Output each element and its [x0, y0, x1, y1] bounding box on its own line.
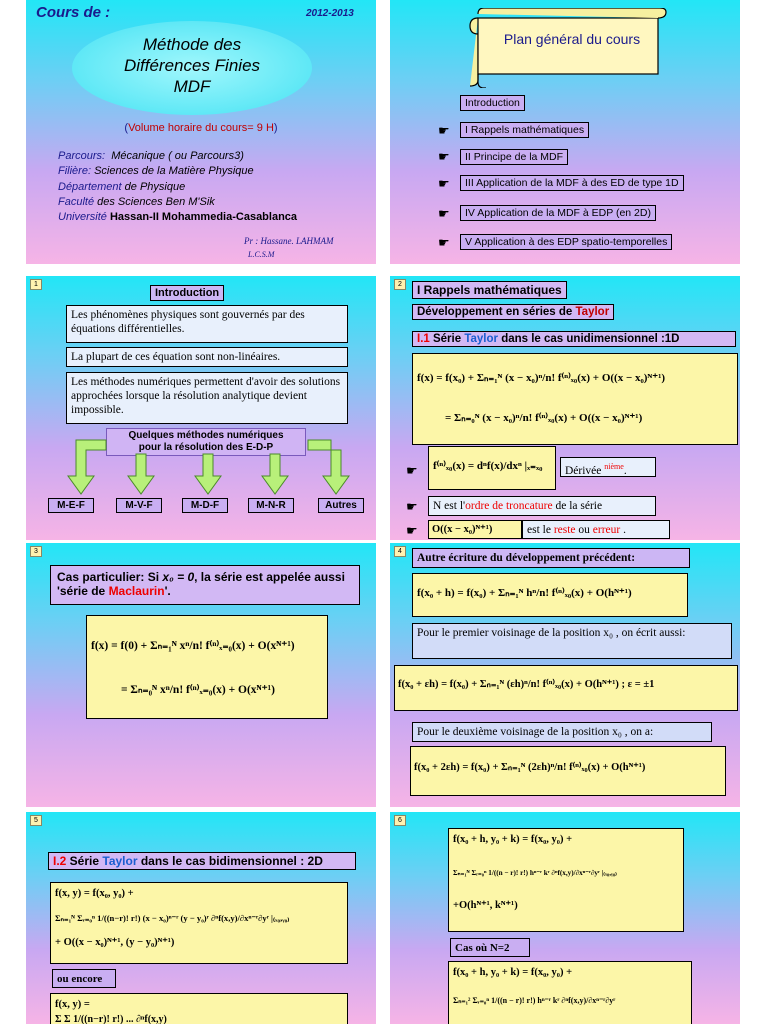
pointing-hand-icon: ☛	[438, 236, 450, 251]
pointing-hand-icon: ☛	[438, 150, 450, 165]
method-autres: Autres	[318, 498, 364, 513]
slide-neighbourhood	[390, 543, 740, 807]
maclaurin-mid: , la série est appelée aussi 'série de	[57, 570, 345, 598]
info-key: Parcours:	[58, 150, 106, 162]
green-arrows-icon	[46, 436, 366, 498]
series-2d-post: dans le cas bidimensionnel : 2D	[137, 854, 323, 868]
case-n2-label: Cas où N=2	[450, 938, 530, 957]
pointing-hand-icon: ☛	[406, 464, 418, 479]
remainder-note	[522, 520, 670, 539]
plan-item: I Rappels mathématiques	[460, 122, 589, 138]
remainder-pre: est le	[527, 524, 554, 536]
info-key: Département	[58, 180, 122, 193]
method-mef: M-E-F	[48, 498, 94, 513]
course-label: Cours de :	[36, 4, 111, 21]
truncation-post: de la série	[552, 500, 603, 512]
slide-number: 3	[30, 546, 42, 557]
pointing-hand-icon: ☛	[438, 207, 450, 222]
subsection-heading	[412, 304, 614, 320]
taylor-2d-eq2-line1: f(x, y) =	[55, 999, 90, 1010]
second-neighbour-eq: f(x₀ + 2εh) = f(x₀) + Σₙ₌₁ᴺ (2εh)ⁿ/n! f⁽ⁿ⁾ₓ₀(x) + O(hᴺ⁺¹)	[414, 762, 646, 773]
taylor-word: Taylor	[464, 333, 498, 345]
derivative-formula: f⁽ⁿ⁾ₓ₀(x) = dⁿf(x)/dxⁿ |ₓ₌ₓ₀	[428, 446, 556, 490]
slide-maclaurin	[26, 543, 376, 807]
slide-number: 5	[30, 815, 42, 826]
pointing-hand-icon: ☛	[406, 500, 418, 515]
scroll-banner-icon	[460, 8, 670, 88]
taylor-2d-eq-line1: f(x, y) = f(x₀, y₀) +	[55, 888, 134, 899]
professor: Pr : Hassane. LAHMAM	[244, 236, 334, 246]
series-2d-pre: Série	[66, 854, 103, 868]
forward-eq: f(x₀ + h) = f(x₀) + Σₙ₌₁ᴺ hⁿ/n! f⁽ⁿ⁾ₓ₀(x) + O(hᴺ⁺¹)	[417, 587, 632, 599]
truncation-red: ordre de troncature	[465, 500, 553, 512]
taylor-1d-eq1: f(x) = f(x₀) + Σₙ₌₁ᴺ (x − x₀)ⁿ/n! f⁽ⁿ⁾ₓ₀(x) + O((x − x₀)ᴺ⁺¹)	[417, 372, 666, 384]
derivative-label	[560, 457, 656, 477]
course-title	[72, 34, 312, 97]
intro-paragraph-2: La plupart de ces équation sont non-linéaires.	[66, 347, 348, 367]
slide-title	[26, 0, 376, 264]
taylor-n2-formula	[448, 961, 692, 1024]
forward-formula	[412, 573, 688, 617]
info-line	[58, 195, 297, 210]
derivative-dot: .	[623, 464, 627, 477]
info-value: Mécanique ( ou Parcours3)	[111, 150, 244, 162]
first-neighbour-eq: f(x₀ + εh) = f(x₀) + Σₙ₌₁ᴺ (εh)ⁿ/n! f⁽ⁿ⁾ₓ₀(x) + O(hᴺ⁺¹) ; ε = ±1	[398, 679, 655, 690]
method-mvf: M-V-F	[116, 498, 162, 513]
taylor-1d-formula	[412, 353, 738, 445]
methods-title-line-1: Quelques méthodes numériques	[128, 430, 284, 441]
volume-line	[26, 122, 376, 134]
plan-item: III Application de la MDF à des ED de type 1D	[460, 175, 684, 191]
section-number: I.2	[53, 854, 67, 868]
title-line-2: Différences Finies	[123, 56, 261, 75]
volume-text: Volume horaire du cours= 9 H	[128, 122, 274, 134]
info-line	[58, 149, 297, 164]
taylor-2d-eq-line2: Σₙ₌₁ᴺ Σᵣ₌₀ⁿ 1/((n−r)! r!) (x − x₀)ⁿ⁻ʳ (y − y₀)ʳ ∂ⁿf(x,y)/∂xⁿ⁻ʳ∂yʳ |₍ₓ₀,ᵧ₀₎	[55, 913, 290, 923]
methods-title-line-2: pour la résolution des E-D-P	[138, 442, 274, 453]
volume-paren-close: )	[273, 122, 278, 134]
taylor-2d-hk-formula	[448, 828, 684, 932]
taylor-n2-eq-line2: Σₙ₌₁² Σᵣ₌₀ⁿ 1/((n − r)! r!) hⁿ⁻ʳ kʳ ∂ⁿf(x,y)/∂xⁿ⁻ʳ∂yʳ	[453, 996, 616, 1005]
remainder-post: .	[620, 524, 626, 536]
taylor-hk-eq-line3: +O(hᴺ⁺¹, kᴺ⁺¹)	[453, 900, 518, 911]
error-red: erreur	[592, 524, 621, 536]
series-post: dans le cas unidimensionnel :1D	[498, 333, 680, 345]
pointing-hand-icon: ☛	[406, 524, 418, 539]
slide-number: 2	[394, 279, 406, 290]
volume-paren-open: (	[124, 122, 129, 134]
first-neighbour-text: Pour le premier voisinage de la position x₀ , on écrit aussi:	[412, 623, 732, 659]
intro-title: Introduction	[150, 285, 224, 301]
lab: L.C.S.M	[248, 250, 275, 259]
taylor-1d-eq2: = Σₙ₌₀ᴺ (x − x₀)ⁿ/n! f⁽ⁿ⁾ₓ₀(x) + O((x − x₀)ᴺ⁺¹)	[445, 412, 643, 424]
plan-item: IV Application de la MDF à EDP (en 2D)	[460, 205, 656, 221]
info-block	[58, 149, 297, 225]
method-mdf: M-D-F	[182, 498, 228, 513]
taylor-word: Taylor	[575, 306, 610, 318]
section-heading: I Rappels mathématiques	[412, 281, 567, 299]
second-neighbour-formula	[410, 746, 726, 796]
slide-number: 1	[30, 279, 42, 290]
section-number: I.1	[417, 333, 430, 345]
plan-title: Plan général du cours	[503, 31, 641, 47]
intro-paragraph-1: Les phénomènes physiques sont gouvernés par des équations différentielles.	[66, 305, 348, 343]
maclaurin-math: x₀ = 0	[162, 570, 195, 584]
series-heading	[412, 331, 736, 347]
taylor-2d-eq-line3: + O((x − x₀)ᴺ⁺¹, (y − y₀)ᴺ⁺¹)	[55, 937, 175, 948]
truncation-note	[428, 496, 656, 516]
slide-number: 4	[394, 546, 406, 557]
intro-paragraph-3: Les méthodes numériques permettent d'avoir des solutions approchées lorsque la résolution analytique devient impossible.	[66, 372, 348, 424]
slide-taylor-2d	[26, 812, 376, 1024]
maclaurin-post: '.	[164, 584, 171, 598]
taylor-word: Taylor	[102, 854, 138, 868]
method-mnr: M-N-R	[248, 498, 294, 513]
taylor-n2-eq-line1: f(x₀ + h, y₀ + k) = f(x₀, y₀) +	[453, 967, 573, 978]
maclaurin-formula	[86, 615, 328, 719]
truncation-pre: N est l'	[433, 500, 466, 512]
taylor-2d-formula	[50, 882, 348, 964]
maclaurin-heading	[50, 565, 360, 605]
info-value: Sciences de la Matière Physique	[94, 165, 254, 178]
ou-encore-label: ou encore	[52, 969, 116, 988]
info-key: Université	[58, 211, 107, 224]
info-value: des Sciences Ben M'Sik	[97, 195, 215, 208]
info-value: de Physique	[124, 180, 186, 193]
maclaurin-eq2: = Σₙ₌₀ᴺ xⁿ/n! f⁽ⁿ⁾ₓ₌₀(x) + O(xᴺ⁺¹)	[121, 684, 275, 696]
pointing-hand-icon: ☛	[438, 177, 450, 192]
remainder-formula: O((x − x₀)ᴺ⁺¹)	[428, 520, 522, 539]
info-line	[58, 164, 297, 179]
info-key: Faculté	[58, 195, 95, 208]
slide-plan	[390, 0, 740, 264]
info-line	[58, 180, 297, 195]
series-2d-heading	[48, 852, 356, 870]
second-neighbour-text: Pour le deuxième voisinage de la position x₀ , on a:	[412, 722, 712, 742]
maclaurin-eq1: f(x) = f(0) + Σₙ₌₁ᴺ xⁿ/n! f⁽ⁿ⁾ₓ₌₀(x) + O(xᴺ⁺¹)	[91, 640, 295, 652]
plan-introduction: Introduction	[460, 95, 525, 111]
taylor-hk-eq-line2: Σₙ₌₁ᴺ Σᵣ₌₀ⁿ 1/((n − r)! r!) hⁿ⁻ʳ kʳ ∂ⁿf(x,y)/∂xⁿ⁻ʳ∂yʳ |₍ₓ₀,ᵧ₀₎	[453, 869, 617, 877]
subsection-text: Développement en séries de	[417, 306, 576, 318]
slide-introduction	[26, 276, 376, 540]
info-line	[58, 210, 297, 225]
maclaurin-word: Maclaurin	[108, 584, 165, 598]
first-neighbour-formula	[394, 665, 738, 711]
title-line-3: MDF	[173, 77, 211, 96]
derivative-word: Dérivée	[565, 464, 602, 477]
other-form-heading: Autre écriture du développement précédent:	[412, 548, 690, 568]
info-value: Hassan-II Mohammedia-Casablanca	[109, 211, 298, 224]
plan-item: V Application à des EDP spatio-temporelles	[460, 234, 672, 250]
pointing-hand-icon: ☛	[438, 124, 450, 139]
info-key: Filière:	[58, 165, 92, 178]
slide-taylor-1d	[390, 276, 740, 540]
nieme-sup: nième	[604, 462, 624, 471]
taylor-hk-eq-line1: f(x₀ + h, y₀ + k) = f(x₀, y₀) +	[453, 834, 573, 845]
remainder-red: reste	[553, 524, 576, 536]
slide-number: 6	[394, 815, 406, 826]
title-line-1: Méthode des	[142, 35, 242, 54]
plan-item: II Principe de la MDF	[460, 149, 568, 165]
slide-taylor-2d-n2	[390, 812, 740, 1024]
year-label: 2012-2013	[306, 8, 354, 19]
remainder-mid: ou	[575, 524, 593, 536]
series-pre: Série	[429, 333, 465, 345]
taylor-2d-eq2-line2: Σ Σ 1/((n−r)! r!) ... ∂ⁿf(x,y)	[55, 1014, 167, 1024]
maclaurin-pre: Cas particulier: Si	[57, 570, 163, 584]
taylor-2d-formula-2	[50, 993, 348, 1024]
